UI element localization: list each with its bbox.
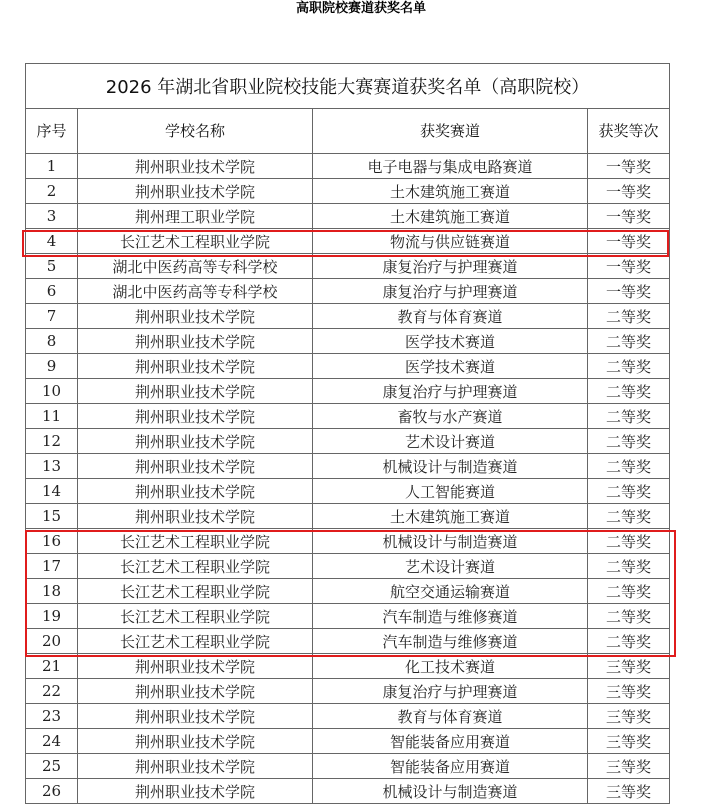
cell-track: 人工智能赛道	[313, 479, 588, 504]
cell-index: 14	[26, 479, 78, 504]
cell-track: 康复治疗与护理赛道	[313, 379, 588, 404]
cell-track: 智能装备应用赛道	[313, 754, 588, 779]
table-row	[26, 279, 670, 304]
cell-award: 二等奖	[588, 379, 670, 404]
cell-school: 荆州职业技术学院	[78, 354, 313, 379]
cell-track: 汽车制造与维修赛道	[313, 629, 588, 654]
cell-school: 荆州职业技术学院	[78, 729, 313, 754]
cell-index: 21	[26, 654, 78, 679]
cell-school: 荆州职业技术学院	[78, 454, 313, 479]
table-row	[26, 254, 670, 279]
cell-track: 机械设计与制造赛道	[313, 779, 588, 804]
cell-index: 8	[26, 329, 78, 354]
table-row	[26, 529, 670, 554]
column-header-index: 序号	[26, 109, 78, 154]
cell-school: 长江艺术工程职业学院	[78, 554, 313, 579]
cell-school: 荆州职业技术学院	[78, 504, 313, 529]
table-row	[26, 604, 670, 629]
cell-award: 二等奖	[588, 604, 670, 629]
cell-school: 长江艺术工程职业学院	[78, 529, 313, 554]
cell-school: 荆州职业技术学院	[78, 654, 313, 679]
cell-index: 26	[26, 779, 78, 804]
table-row	[26, 329, 670, 354]
cell-award: 一等奖	[588, 254, 670, 279]
cell-award: 一等奖	[588, 154, 670, 179]
cell-track: 航空交通运输赛道	[313, 579, 588, 604]
table-row	[26, 504, 670, 529]
table-row	[26, 454, 670, 479]
cell-award: 二等奖	[588, 329, 670, 354]
cell-school: 湖北中医药高等专科学校	[78, 279, 313, 304]
cell-school: 荆州职业技术学院	[78, 304, 313, 329]
cell-track: 电子电器与集成电路赛道	[313, 154, 588, 179]
awards-table	[25, 63, 670, 804]
cell-school: 荆州理工职业学院	[78, 204, 313, 229]
cell-school: 长江艺术工程职业学院	[78, 629, 313, 654]
cell-track: 智能装备应用赛道	[313, 729, 588, 754]
table-body	[26, 154, 670, 804]
cell-track: 教育与体育赛道	[313, 704, 588, 729]
cell-index: 5	[26, 254, 78, 279]
cell-track: 土木建筑施工赛道	[313, 179, 588, 204]
table-row	[26, 154, 670, 179]
cell-index: 19	[26, 604, 78, 629]
awards-table-container	[25, 63, 669, 804]
cell-award: 二等奖	[588, 554, 670, 579]
cell-school: 湖北中医药高等专科学校	[78, 254, 313, 279]
cell-index: 16	[26, 529, 78, 554]
table-row	[26, 629, 670, 654]
page-heading: 高职院校赛道获奖名单	[295, 1, 426, 16]
cell-award: 二等奖	[588, 404, 670, 429]
cell-school: 长江艺术工程职业学院	[78, 604, 313, 629]
cell-award: 二等奖	[588, 429, 670, 454]
cell-track: 医学技术赛道	[313, 354, 588, 379]
cell-track: 康复治疗与护理赛道	[313, 254, 588, 279]
cell-index: 3	[26, 204, 78, 229]
cell-track: 艺术设计赛道	[313, 429, 588, 454]
cell-index: 12	[26, 429, 78, 454]
cell-award: 一等奖	[588, 179, 670, 204]
cell-school: 荆州职业技术学院	[78, 479, 313, 504]
cell-index: 24	[26, 729, 78, 754]
cell-index: 13	[26, 454, 78, 479]
cell-index: 10	[26, 379, 78, 404]
cell-track: 艺术设计赛道	[313, 554, 588, 579]
cell-school: 长江艺术工程职业学院	[78, 229, 313, 254]
table-row	[26, 654, 670, 679]
cell-school: 荆州职业技术学院	[78, 404, 313, 429]
table-row	[26, 404, 670, 429]
cell-index: 9	[26, 354, 78, 379]
column-header-school: 学校名称	[78, 109, 313, 154]
cell-award: 三等奖	[588, 779, 670, 804]
cell-track: 土木建筑施工赛道	[313, 504, 588, 529]
cell-award: 二等奖	[588, 354, 670, 379]
cell-track: 医学技术赛道	[313, 329, 588, 354]
column-header-track: 获奖赛道	[313, 109, 588, 154]
table-row	[26, 579, 670, 604]
table-row	[26, 779, 670, 804]
table-row	[26, 304, 670, 329]
cell-index: 15	[26, 504, 78, 529]
cell-award: 二等奖	[588, 304, 670, 329]
cell-award: 三等奖	[588, 704, 670, 729]
cell-award: 二等奖	[588, 454, 670, 479]
column-header-award: 获奖等次	[588, 109, 670, 154]
cell-award: 一等奖	[588, 279, 670, 304]
cell-index: 20	[26, 629, 78, 654]
cell-track: 机械设计与制造赛道	[313, 529, 588, 554]
cell-award: 三等奖	[588, 729, 670, 754]
table-row	[26, 679, 670, 704]
cell-index: 22	[26, 679, 78, 704]
cell-track: 教育与体育赛道	[313, 304, 588, 329]
cell-award: 三等奖	[588, 754, 670, 779]
cell-award: 三等奖	[588, 679, 670, 704]
table-row	[26, 729, 670, 754]
cell-track: 畜牧与水产赛道	[313, 404, 588, 429]
cell-index: 2	[26, 179, 78, 204]
cell-award: 二等奖	[588, 504, 670, 529]
cell-award: 三等奖	[588, 654, 670, 679]
table-row	[26, 179, 670, 204]
cell-index: 1	[26, 154, 78, 179]
cell-index: 7	[26, 304, 78, 329]
cell-school: 荆州职业技术学院	[78, 329, 313, 354]
cell-index: 6	[26, 279, 78, 304]
cell-award: 二等奖	[588, 629, 670, 654]
cell-school: 荆州职业技术学院	[78, 379, 313, 404]
table-row	[26, 379, 670, 404]
table-row	[26, 354, 670, 379]
cell-school: 荆州职业技术学院	[78, 754, 313, 779]
cell-index: 11	[26, 404, 78, 429]
cell-school: 荆州职业技术学院	[78, 679, 313, 704]
header-row	[26, 109, 670, 154]
cell-track: 机械设计与制造赛道	[313, 454, 588, 479]
cell-school: 荆州职业技术学院	[78, 179, 313, 204]
cell-track: 康复治疗与护理赛道	[313, 279, 588, 304]
table-row	[26, 429, 670, 454]
cell-track: 物流与供应链赛道	[313, 229, 588, 254]
cell-school: 荆州职业技术学院	[78, 779, 313, 804]
cell-award: 二等奖	[588, 579, 670, 604]
cell-track: 化工技术赛道	[313, 654, 588, 679]
table-row	[26, 479, 670, 504]
cell-school: 长江艺术工程职业学院	[78, 579, 313, 604]
table-row	[26, 229, 670, 254]
cell-school: 荆州职业技术学院	[78, 429, 313, 454]
table-title: 2026 年湖北省职业院校技能大赛赛道获奖名单（高职院校）	[26, 64, 670, 109]
cell-award: 二等奖	[588, 529, 670, 554]
cell-index: 17	[26, 554, 78, 579]
table-row	[26, 204, 670, 229]
cell-index: 18	[26, 579, 78, 604]
cell-award: 一等奖	[588, 204, 670, 229]
cell-school: 荆州职业技术学院	[78, 704, 313, 729]
cell-award: 一等奖	[588, 229, 670, 254]
cell-index: 23	[26, 704, 78, 729]
table-row	[26, 754, 670, 779]
cell-award: 二等奖	[588, 479, 670, 504]
cell-track: 土木建筑施工赛道	[313, 204, 588, 229]
cell-index: 4	[26, 229, 78, 254]
cell-school: 荆州职业技术学院	[78, 154, 313, 179]
cell-index: 25	[26, 754, 78, 779]
table-row	[26, 704, 670, 729]
table-row	[26, 554, 670, 579]
cell-track: 康复治疗与护理赛道	[313, 679, 588, 704]
cell-track: 汽车制造与维修赛道	[313, 604, 588, 629]
